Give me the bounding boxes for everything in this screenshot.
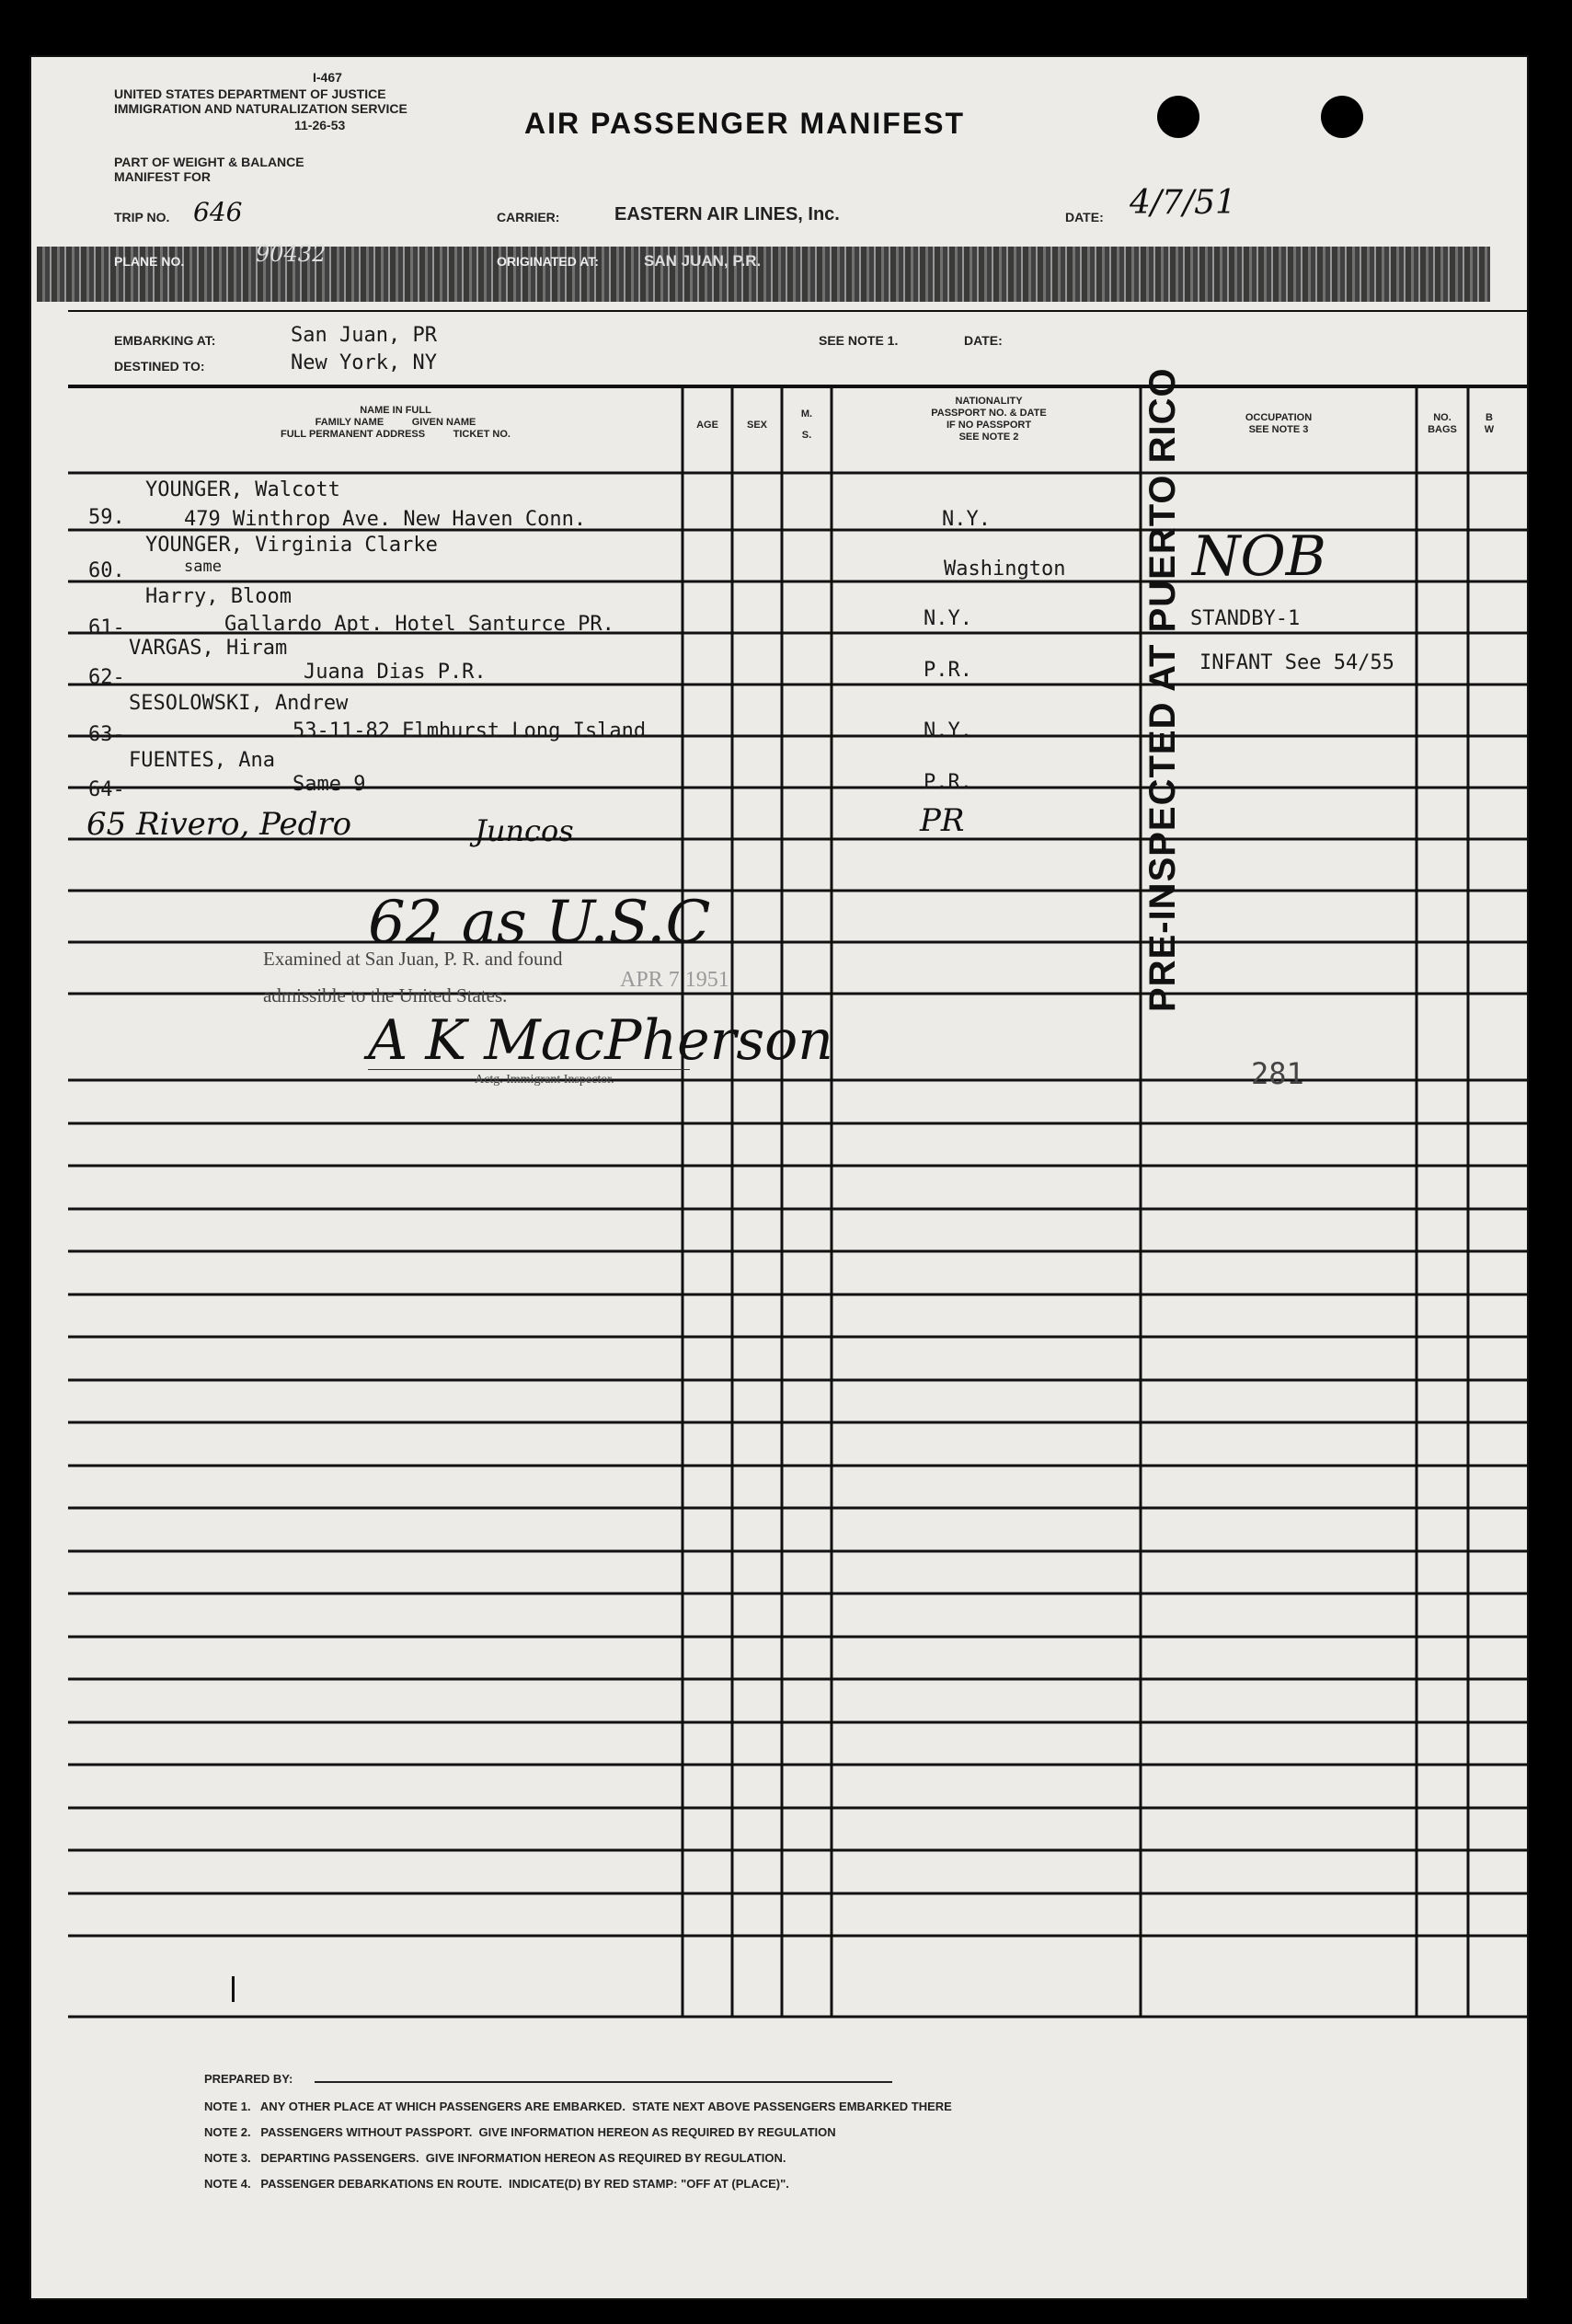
carrier-label: CARRIER:: [497, 210, 560, 224]
col-head-ms: M. S.: [800, 408, 813, 441]
department-name: UNITED STATES DEPARTMENT OF JUSTICE: [114, 86, 386, 101]
passenger-name: FUENTES, Ana: [129, 749, 275, 772]
col-head-name: NAME IN FULL FAMILY NAME GIVEN NAME FULL PERMANENT ADDRESS TICKET NO.: [281, 405, 511, 440]
originated-value: SAN JUAN, P.R.: [644, 252, 762, 270]
page-number: 281: [1251, 1056, 1304, 1091]
trip-label: TRIP NO.: [114, 210, 170, 224]
row-number: 59.: [88, 506, 125, 529]
col-head-sex: SEX: [746, 420, 767, 431]
note-4: NOTE 4. PASSENGER DEBARKATIONS EN ROUTE. INDICATE(D) BY RED STAMP: "OFF AT (PLACE)".: [204, 2177, 789, 2191]
row-number: 65: [86, 806, 127, 843]
see-note-label: SEE NOTE 1.: [819, 333, 899, 348]
passenger-occupation: NOB: [1192, 524, 1326, 589]
passenger-address: Gallardo Apt. Hotel Santurce PR.: [224, 613, 614, 636]
inspector-signature: A K MacPherson: [368, 1008, 833, 1073]
passenger-address: Same 9: [293, 773, 366, 796]
passenger-nationality: Washington: [944, 558, 1066, 581]
stamp-date: APR 7 1951: [620, 968, 729, 992]
row-number: 61-: [88, 616, 125, 639]
form-title: AIR PASSENGER MANIFEST: [524, 107, 965, 140]
passenger-name: Rivero, Pedro: [136, 806, 352, 843]
service-name: IMMIGRATION AND NATURALIZATION SERVICE: [114, 101, 407, 116]
note-3: NOTE 3. DEPARTING PASSENGERS. GIVE INFORMATION HEREON AS REQUIRED BY REGULATION.: [204, 2151, 786, 2165]
destined-value: New York, NY: [291, 351, 437, 374]
col-head-nationality: NATIONALITY PASSPORT NO. & DATE IF NO PASSPORT SEE NOTE 2: [931, 396, 1047, 443]
signature-line: [368, 1069, 690, 1070]
passenger-address: 53-11-82 Elmhurst Long Island: [293, 719, 647, 742]
row-number: 64-: [88, 778, 125, 801]
row-number: 63-: [88, 723, 125, 746]
passenger-address: Juana Dias P.R.: [304, 661, 487, 684]
embarking-value: San Juan, PR: [291, 324, 437, 347]
passenger-address: Juncos: [475, 813, 574, 848]
row-number: 62-: [88, 666, 125, 689]
passenger-nationality: N.Y.: [942, 508, 991, 531]
col-head-bags: NO. BAGS: [1428, 412, 1457, 435]
part-of-line-1: PART OF WEIGHT & BALANCE: [114, 155, 304, 169]
destined-label: DESTINED TO:: [114, 359, 205, 374]
pre-inspected-stamp: PRE-INSPECTED AT PUERTO RICO: [1142, 367, 1183, 1012]
plane-value: 90432: [256, 241, 327, 267]
pencil-mark: [232, 1976, 235, 2002]
prepared-by-line: [315, 2081, 892, 2083]
passenger-name: SESOLOWSKI, Andrew: [129, 692, 349, 715]
passenger-occupation: INFANT See 54/55: [1199, 651, 1394, 674]
plane-label: PLANE NO.: [114, 254, 185, 269]
passenger-name: Harry, Bloom: [145, 585, 292, 608]
col-head-occupation: OCCUPATION SEE NOTE 3: [1245, 412, 1313, 435]
col-head-weight: B W: [1484, 412, 1495, 435]
passenger-nationality: N.Y.: [924, 719, 972, 742]
date2-label: DATE:: [964, 333, 1003, 348]
passenger-nationality: N.Y.: [924, 607, 972, 630]
passenger-name: YOUNGER, Walcott: [145, 478, 340, 501]
service-code: 11-26-53: [294, 118, 346, 132]
trip-value: 646: [193, 197, 243, 227]
passenger-nationality: P.R.: [924, 771, 972, 794]
part-of-line-2: MANIFEST FOR: [114, 169, 211, 184]
prepared-by-label: PREPARED BY:: [204, 2072, 293, 2086]
carrier-value: EASTERN AIR LINES, Inc.: [614, 204, 840, 224]
passenger-name: VARGAS, Hiram: [129, 637, 288, 660]
note-1: NOTE 1. ANY OTHER PLACE AT WHICH PASSENGERS ARE EMBARKED. STATE NEXT ABOVE PASSENGERS EMBARKED THERE: [204, 2100, 952, 2113]
col-head-age: AGE: [696, 420, 718, 431]
passenger-name: YOUNGER, Virginia Clarke: [145, 534, 438, 557]
passenger-address: 479 Winthrop Ave. New Haven Conn.: [184, 508, 587, 531]
embarking-label: EMBARKING AT:: [114, 333, 216, 348]
originated-label: ORIGINATED AT:: [497, 254, 599, 269]
form-number: I-467: [313, 70, 342, 85]
passenger-nationality: P.R.: [924, 659, 972, 682]
handwritten-note: 62 as U.S.C: [368, 889, 711, 957]
passenger-nationality: PR: [920, 802, 965, 839]
passenger-occupation: STANDBY-1: [1190, 607, 1301, 630]
row-number: 60.: [88, 559, 125, 582]
signer-title: Actg. Immigrant Inspector.: [475, 1073, 614, 1087]
admissible-line: admissible to the United States.: [263, 984, 508, 1007]
passenger-address: same: [184, 558, 222, 576]
examined-line: Examined at San Juan, P. R. and found: [263, 948, 563, 970]
date-label: DATE:: [1065, 210, 1104, 224]
note-2: NOTE 2. PASSENGERS WITHOUT PASSPORT. GIVE INFORMATION HEREON AS REQUIRED BY REGULATION: [204, 2125, 836, 2139]
date-value: 4/7/51: [1130, 184, 1236, 222]
